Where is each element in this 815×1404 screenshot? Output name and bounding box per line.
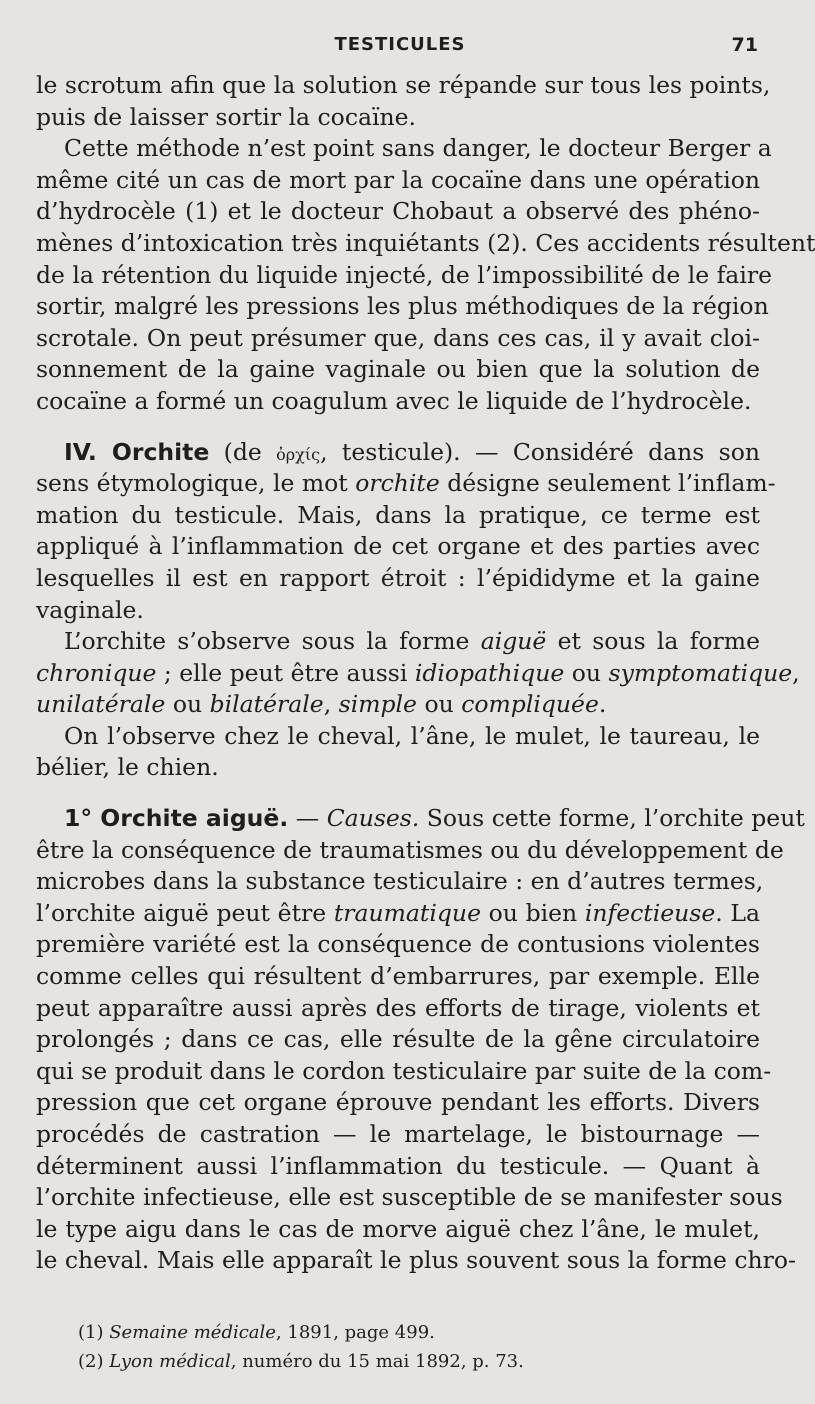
footnote-text: , 1891, page 499.	[275, 1322, 435, 1343]
text-run: pression que cet organe éprouve pendant les efforts. Divers	[36, 1088, 760, 1117]
text-line	[36, 563, 760, 595]
text-line	[36, 898, 760, 930]
text-run: et sous la forme	[546, 627, 760, 656]
text-line	[36, 133, 772, 165]
italic-term: traumatique	[333, 898, 481, 927]
greek-word: ὀρχίς	[276, 444, 321, 464]
text-run: cocaïne a formé un coagulum avec le liquide de l’hydrocèle.	[36, 386, 752, 415]
text-run: première variété est la conséquence de contusions violentes	[36, 930, 760, 959]
text-line	[36, 165, 760, 197]
text-run: le scrotum afin que la solution se répande sur tous les points,	[36, 71, 771, 99]
text-line	[36, 961, 760, 993]
italic-term: symptomatique	[608, 658, 793, 687]
journal-title: Semaine médicale	[109, 1322, 276, 1343]
section-gap	[36, 418, 760, 437]
text-run: microbes dans la substance testiculaire : en d’autres termes,	[36, 867, 764, 896]
text-line	[36, 196, 760, 228]
italic-term: unilatérale	[36, 690, 166, 719]
paragraph-4	[36, 626, 800, 721]
text-line	[36, 354, 760, 386]
text-line	[36, 658, 800, 690]
section-heading: IV. Orchite	[64, 437, 210, 466]
text-run: ou	[564, 658, 609, 687]
subsection-heading: 1° Orchite aiguë.	[64, 804, 289, 833]
italic-term: bilatérale	[209, 690, 324, 719]
footnote	[78, 1347, 678, 1376]
text-run: qui se produit dans le cordon testiculaire par suite de la com-	[36, 1056, 772, 1085]
italic-term: idiopathique	[414, 658, 565, 687]
text-line	[36, 228, 815, 260]
text-line	[36, 835, 784, 867]
italic-term: Causes.	[326, 804, 420, 833]
text-line	[36, 1245, 796, 1277]
text-line	[36, 1087, 760, 1119]
text-line	[36, 721, 760, 753]
text-run: prolongés ; dans ce cas, elle résulte de la gêne circulatoire	[36, 1025, 760, 1054]
text-run: —	[288, 804, 327, 833]
italic-term: orchite	[355, 469, 440, 498]
text-line	[36, 1056, 772, 1088]
text-line	[36, 531, 760, 563]
text-run: l’orchite infectieuse, elle est susceptible de se manifester sous	[36, 1183, 783, 1212]
paragraph-5	[36, 721, 760, 784]
text-run: appliqué à l’inflammation de cet organe et des parties avec	[36, 532, 760, 561]
text-run: scrotale. On peut présumer que, dans ces cas, il y avait cloi-	[36, 323, 760, 352]
text-run: mènes d’intoxication très inquiétants (2). Ces accidents résultent	[36, 228, 815, 257]
text-run: comme celles qui résultent d’embarrures, par exemple. Elle	[36, 962, 760, 991]
text-run: mation du testicule. Mais, dans la pratique, ce terme est	[36, 500, 760, 529]
text-run: ou	[416, 690, 462, 719]
italic-term: chronique	[36, 658, 157, 687]
text-run: le type aigu dans le cas de morve aiguë chez l’âne, le mulet,	[36, 1214, 760, 1243]
text-line	[36, 1024, 760, 1056]
text-run: peut apparaître aussi après des efforts de tirage, violents et	[36, 993, 760, 1022]
text-run: ,	[792, 658, 800, 687]
text-line	[36, 1182, 783, 1214]
footnotes	[78, 1318, 678, 1376]
text-line	[36, 70, 771, 102]
text-line	[36, 386, 760, 418]
paragraph-3	[36, 437, 776, 627]
text-line	[36, 1151, 760, 1183]
running-title: TESTICULES	[334, 34, 466, 55]
text-run: ; elle peut être aussi	[156, 658, 415, 687]
text-line	[36, 626, 760, 658]
text-run: sonnement de la gaine vaginale ou bien que la solution de	[36, 355, 760, 384]
page-number: 71	[731, 34, 758, 56]
text-run: Sous cette forme, l’orchite peut	[419, 804, 805, 833]
text-run: , testicule). — Considéré dans son	[320, 437, 761, 466]
text-run: même cité un cas de mort par la cocaïne dans une opération	[36, 165, 760, 194]
text-line	[36, 468, 776, 500]
text-line	[36, 1214, 760, 1246]
running-header	[36, 34, 764, 60]
footnote	[78, 1318, 678, 1347]
text-run: ,	[323, 690, 339, 719]
text-line	[36, 993, 760, 1025]
text-line	[36, 803, 805, 835]
text-line	[36, 500, 760, 532]
italic-term: simple	[338, 690, 417, 719]
text-line	[36, 752, 760, 784]
italic-term: aiguë	[480, 627, 547, 656]
text-line	[36, 595, 760, 627]
text-run: ou bien	[480, 898, 585, 927]
text-run: le cheval. Mais elle apparaît le plus souvent sous la forme chro-	[36, 1246, 796, 1275]
text-line	[36, 323, 760, 355]
text-run: déterminent aussi l’inflammation du testicule. — Quant à	[36, 1151, 760, 1180]
italic-term: infectieuse	[584, 898, 716, 927]
footnote-marker: (1)	[78, 1322, 110, 1343]
text-line	[36, 437, 760, 469]
section-gap	[36, 784, 760, 803]
footnote-text: , numéro du 15 mai 1892, p. 73.	[230, 1351, 524, 1372]
text-run: désigne seulement l’inflam-	[439, 469, 776, 498]
text-run: Cette méthode n’est point sans danger, le docteur Berger a	[64, 134, 772, 163]
text-line	[36, 689, 760, 721]
text-run: vaginale.	[36, 595, 144, 624]
text-run: sens étymologique, le mot	[36, 469, 356, 498]
text-run: (de	[209, 437, 277, 466]
text-run: sortir, malgré les pressions les plus méthodiques de la région	[36, 292, 769, 321]
text-line	[36, 1119, 760, 1151]
text-run: .	[598, 690, 607, 719]
paragraph-6	[36, 803, 805, 1277]
text-run: ou	[165, 690, 210, 719]
text-run: puis de laisser sortir la cocaïne.	[36, 102, 417, 131]
main-text	[36, 70, 815, 1277]
text-run: On l’observe chez le cheval, l’âne, le mulet, le taureau, le	[64, 721, 760, 750]
journal-title: Lyon médical	[109, 1351, 231, 1372]
text-run: d’hydrocèle (1) et le docteur Chobaut a observé des phéno-	[36, 197, 760, 226]
text-line	[36, 260, 772, 292]
text-run: l’orchite aiguë peut être	[36, 898, 334, 927]
paragraph-2	[36, 133, 815, 417]
text-run: de la rétention du liquide injecté, de l’impossibilité de le faire	[36, 260, 772, 289]
text-run: bélier, le chien.	[36, 753, 219, 782]
text-run: être la conséquence de traumatismes ou du développement de	[36, 835, 784, 864]
text-line	[36, 866, 764, 898]
text-run: procédés de castration — le martelage, le bistournage —	[36, 1120, 760, 1148]
text-run: . La	[715, 898, 760, 927]
footnote-marker: (2)	[78, 1351, 110, 1372]
paragraph-1	[36, 70, 771, 133]
text-run: L’orchite s’observe sous la forme	[64, 627, 481, 656]
text-line	[36, 291, 769, 323]
text-line	[36, 929, 760, 961]
text-line	[36, 102, 760, 134]
text-run: lesquelles il est en rapport étroit : l’épididyme et la gaine	[36, 563, 760, 592]
italic-term: compliquée	[461, 690, 599, 719]
